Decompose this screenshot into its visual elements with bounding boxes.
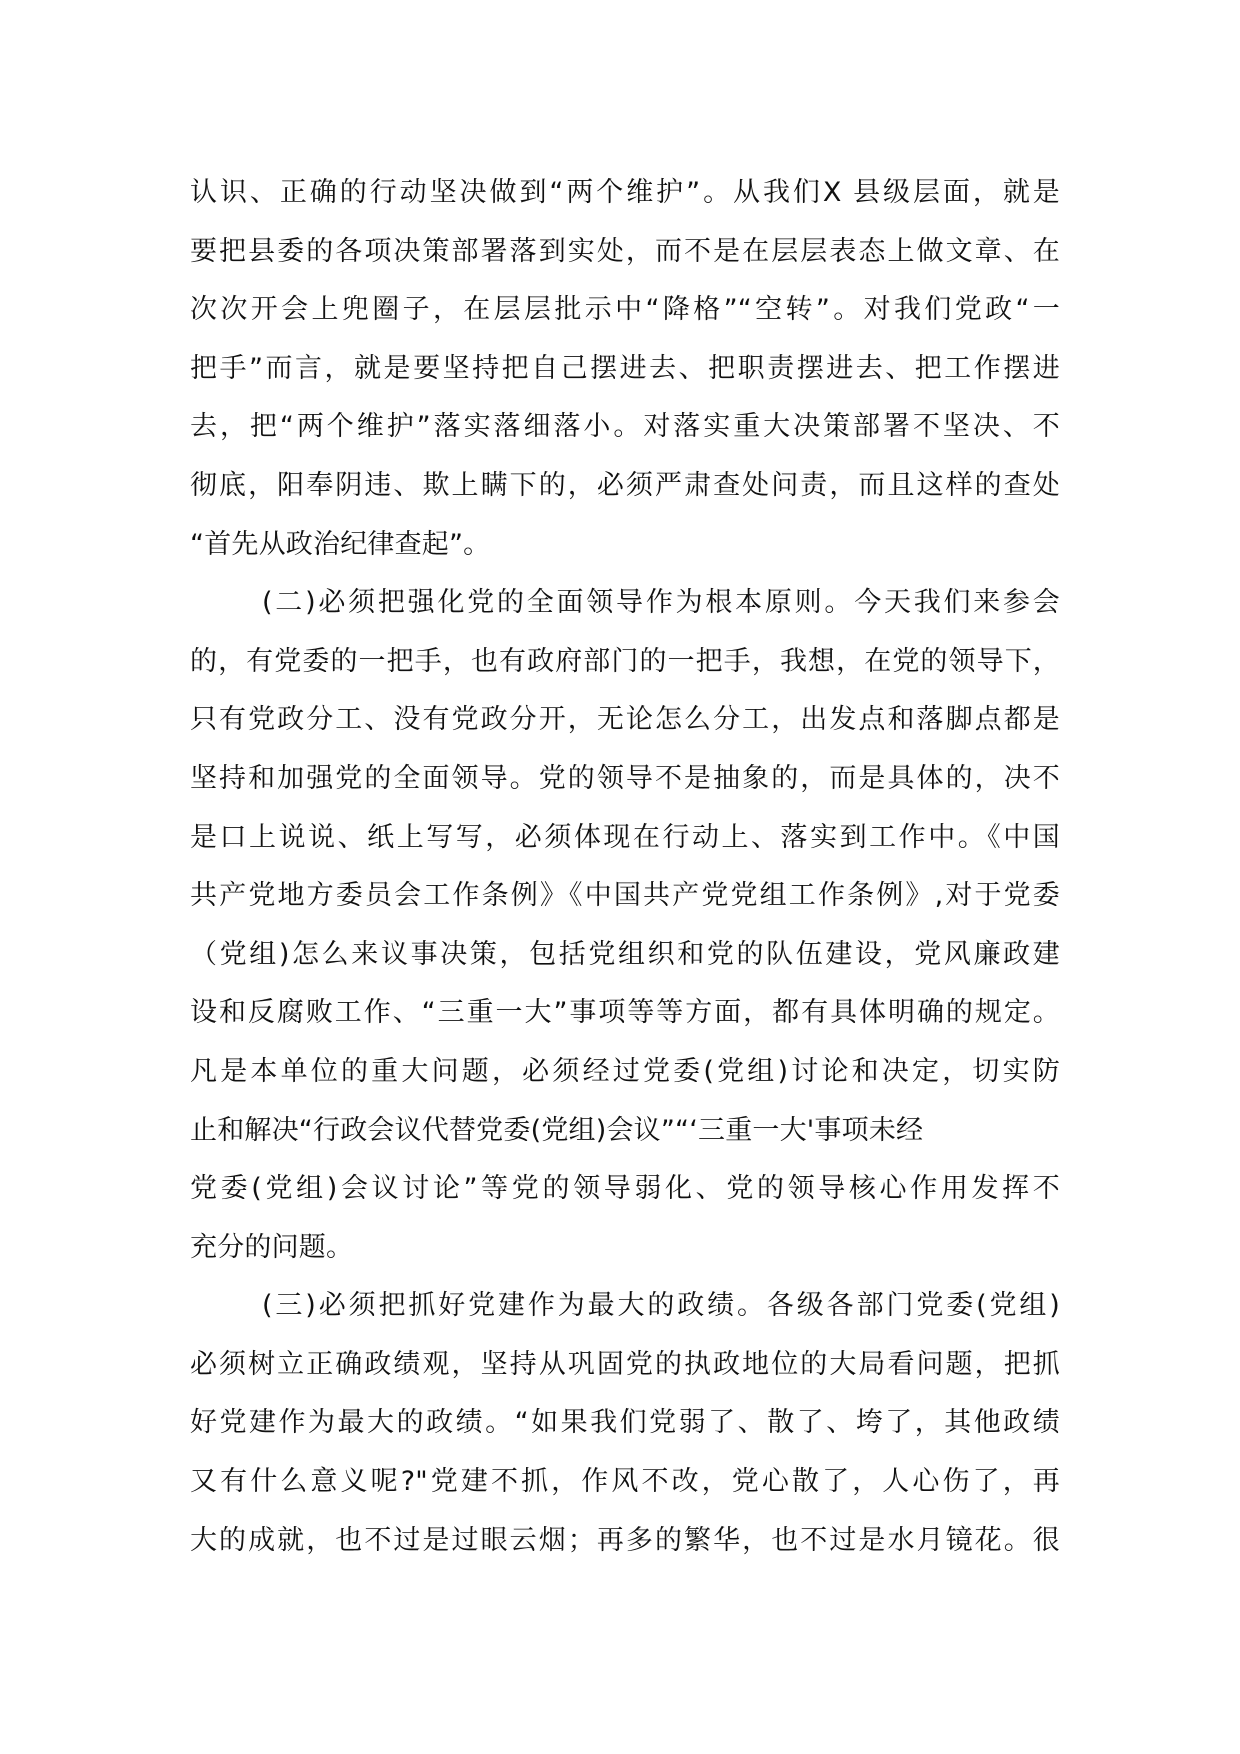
text-line: 坚持和加强党的全面领导。党的领导不是抽象的，而是具体的，决不 <box>190 762 1060 794</box>
text-line: 把手”而言，就是要坚持把自己摆进去、把职责摆进去、把工作摆进 <box>190 352 1060 384</box>
text-line: 要把县委的各项决策部署落到实处，而不是在层层表态上做文章、在 <box>190 235 1060 267</box>
text-line: 设和反腐败工作、“三重一大”事项等等方面，都有具体明确的规定。 <box>190 997 1060 1029</box>
text-line: 的，有党委的一把手，也有政府部门的一把手，我想，在党的领导下， <box>190 645 1060 677</box>
text-line: 又有什么意义呢?"党建不抓，作风不改，党心散了，人心伤了，再 <box>190 1466 1060 1498</box>
text-line: 凡是本单位的重大问题，必须经过党委(党组)讨论和决定，切实防 <box>190 1055 1060 1087</box>
text-line: 是口上说说、纸上写写，必须体现在行动上、落实到工作中。《中国 <box>190 821 1060 853</box>
text-line: 共产党地方委员会工作条例》《中国共产党党组工作条例》,对于党委 <box>190 880 1060 912</box>
text-line: 认识、正确的行动坚决做到“两个维护”。从我们X 县级层面，就是 <box>190 177 1060 208</box>
text-line: 去，把“两个维护”落实落细落小。对落实重大决策部署不坚决、不 <box>190 411 1060 443</box>
text-line: 彻底，阳奉阴违、欺上瞒下的，必须严肃查处问责，而且这样的查处 <box>190 469 1060 501</box>
text-line: 必须树立正确政绩观，坚持从巩固党的执政地位的大局看问题，把抓 <box>190 1348 1060 1380</box>
paragraph-first-line: (二)必须把强化党的全面领导作为根本原则。今天我们来参会 <box>262 587 1060 619</box>
text-line: 大的成就，也不过是过眼云烟；再多的繁华，也不过是水月镜花。很 <box>190 1524 1060 1556</box>
text-line: “首先从政治纪律查起”。 <box>190 528 491 560</box>
paragraph-first-line: (三)必须把抓好党建作为最大的政绩。各级各部门党委(党组) <box>262 1290 1060 1322</box>
text-line: （党组)怎么来议事决策，包括党组织和党的队伍建设，党风廉政建 <box>190 938 1060 970</box>
text-line: 次次开会上兜圈子，在层层批示中“降格”“空转”。对我们党政“一 <box>190 294 1060 326</box>
text-line: 止和解决“行政会议代替党委(党组)会议”“‘三重一大'事项未经 <box>190 1114 924 1146</box>
text-line: 好党建作为最大的政绩。“如果我们党弱了、散了、垮了，其他政绩 <box>190 1407 1060 1439</box>
text-line: 充分的问题。 <box>190 1231 354 1263</box>
document-body <box>190 164 1060 1570</box>
text-line: 党委(党组)会议讨论”等党的领导弱化、党的领导核心作用发挥不 <box>190 1173 1060 1205</box>
text-line: 只有党政分工、没有党政分开，无论怎么分工，出发点和落脚点都是 <box>190 704 1060 736</box>
